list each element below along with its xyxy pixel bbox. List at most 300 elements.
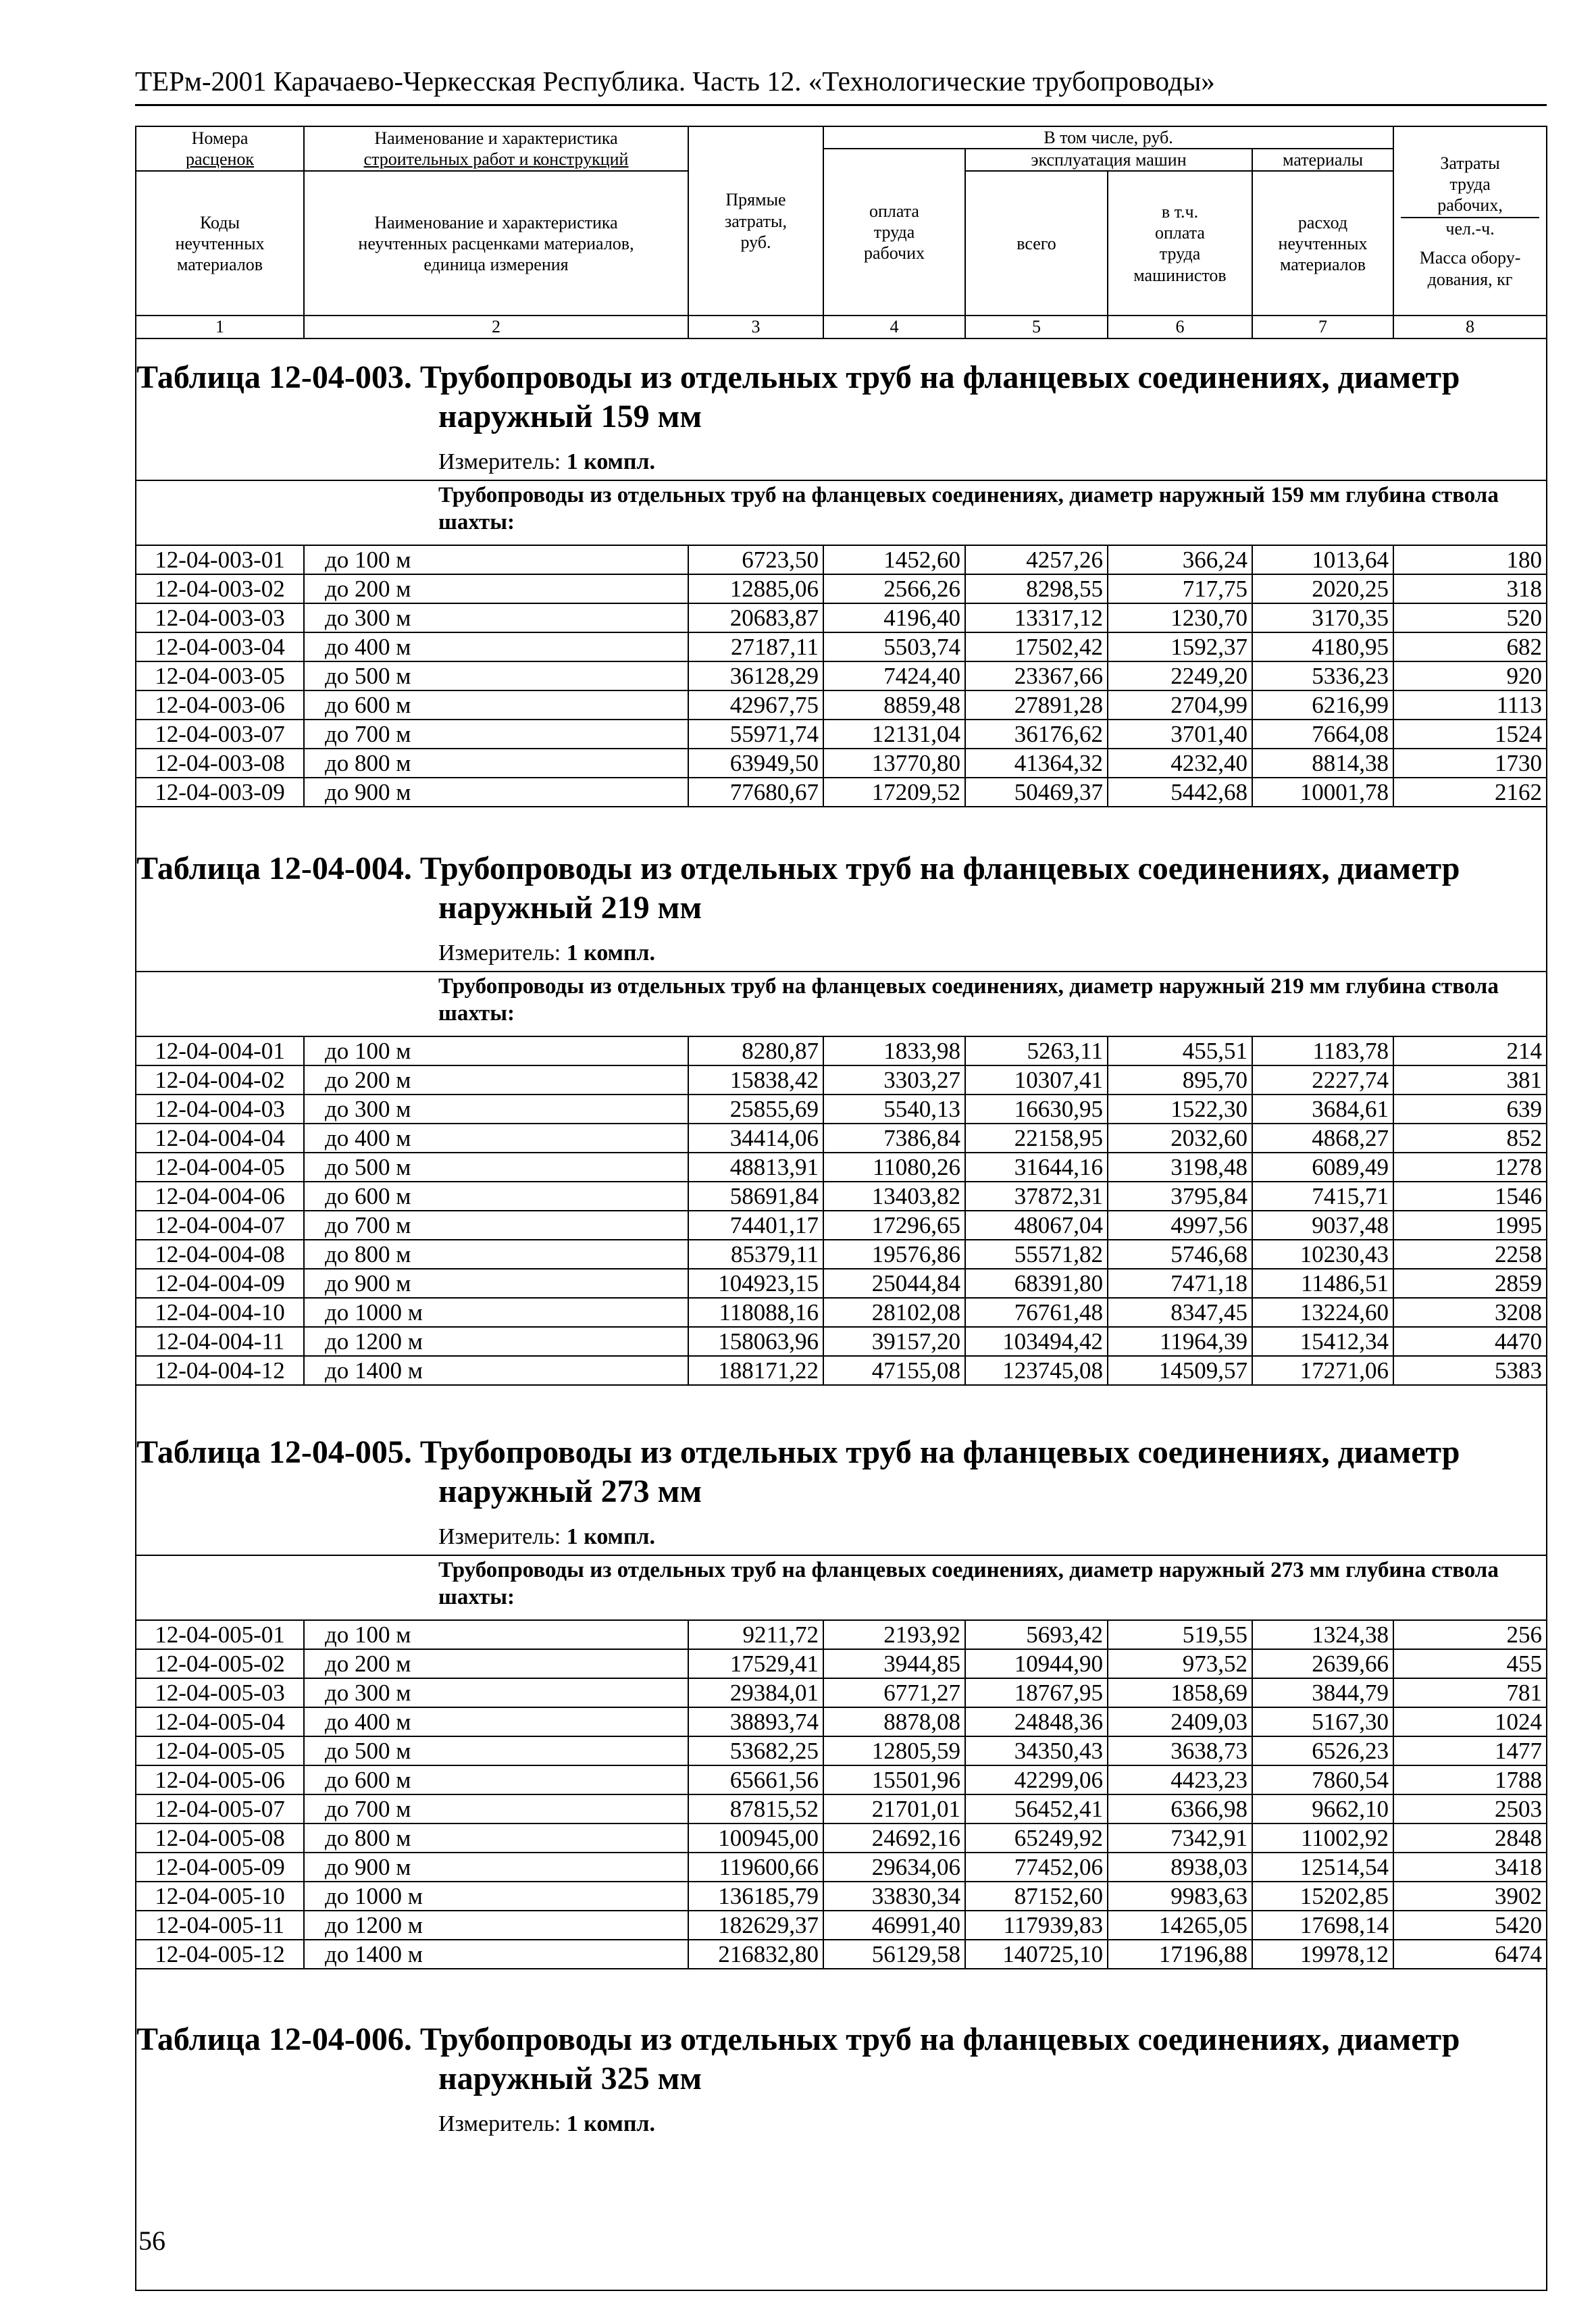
header-labor-1: Затраты — [1440, 153, 1500, 173]
table-row — [136, 1649, 1547, 1678]
rate-code-cell: 12-04-004-10 — [136, 1298, 304, 1327]
work-name-cell: до 200 м — [304, 574, 688, 603]
table-title-line1: Таблица 12-04-004. Трубопроводы из отдельных труб на фланцевых соединениях, диаметр — [136, 851, 1460, 886]
header-direct-3: руб. — [740, 232, 771, 252]
header-cell-direct — [688, 126, 823, 316]
table-row — [136, 1269, 1547, 1298]
direct-cost-cell: 29384,01 — [688, 1678, 823, 1707]
materials-cell: 13224,60 — [1252, 1298, 1393, 1327]
work-name-cell: до 1200 м — [304, 1327, 688, 1356]
labor-cell: 455 — [1393, 1649, 1547, 1678]
machinist-wage-cell: 17196,88 — [1108, 1940, 1252, 1969]
work-name-cell: до 1400 м — [304, 1356, 688, 1385]
direct-cost-cell: 38893,74 — [688, 1707, 823, 1736]
direct-cost-cell: 8280,87 — [688, 1036, 823, 1065]
header-unacc-3: материалов — [1280, 254, 1366, 274]
header-name-1: Наименование и характеристика — [374, 128, 618, 148]
direct-cost-cell: 17529,41 — [688, 1649, 823, 1678]
labor-cell: 318 — [1393, 574, 1547, 603]
rate-code-cell: 12-04-003-03 — [136, 603, 304, 632]
table-description: Трубопроводы из отдельных труб на фланцевых соединениях, диаметр наружный 219 мм глубина ствола шахты: — [438, 974, 1499, 1026]
machines-total-cell: 5263,11 — [965, 1036, 1108, 1065]
direct-cost-cell: 77680,67 — [688, 778, 823, 807]
header-labor-4: чел.-ч. — [1401, 217, 1539, 239]
machines-total-cell: 34350,43 — [965, 1736, 1108, 1765]
wage-cell: 56129,58 — [823, 1940, 965, 1969]
materials-cell: 7664,08 — [1252, 720, 1393, 749]
labor-cell: 5420 — [1393, 1911, 1547, 1940]
table-row — [136, 749, 1547, 778]
table-description: Трубопроводы из отдельных труб на фланцевых соединениях, диаметр наружный 273 мм глубина ствола шахты: — [438, 1558, 1499, 1609]
wage-cell: 5540,13 — [823, 1095, 965, 1124]
work-name-cell: до 400 м — [304, 1124, 688, 1153]
machines-total-cell: 13317,12 — [965, 603, 1108, 632]
machinist-wage-cell: 5442,68 — [1108, 778, 1252, 807]
machines-total-cell: 41364,32 — [965, 749, 1108, 778]
table-row — [136, 1823, 1547, 1853]
wage-cell: 13403,82 — [823, 1182, 965, 1211]
rate-code-cell: 12-04-004-02 — [136, 1065, 304, 1095]
wage-cell: 5503,74 — [823, 632, 965, 661]
header-name-b3: единица измерения — [423, 254, 569, 274]
machines-total-cell: 68391,80 — [965, 1269, 1108, 1298]
rate-code-cell: 12-04-003-08 — [136, 749, 304, 778]
rate-code-cell: 12-04-003-07 — [136, 720, 304, 749]
header-cell-unacc — [1252, 171, 1393, 316]
table-row — [136, 574, 1547, 603]
machinist-wage-cell: 2249,20 — [1108, 661, 1252, 690]
wage-cell: 2193,92 — [823, 1620, 965, 1649]
labor-cell: 2503 — [1393, 1794, 1547, 1823]
header-name-b2: неучтенных расценками материалов, — [358, 233, 634, 253]
machines-total-cell: 117939,83 — [965, 1911, 1108, 1940]
header-nomera-2: расценок — [185, 149, 255, 170]
machines-total-cell: 24848,36 — [965, 1707, 1108, 1736]
header-cell-machines: эксплуатация машин — [965, 149, 1252, 171]
machinist-wage-cell: 11964,39 — [1108, 1327, 1252, 1356]
machines-total-cell: 123745,08 — [965, 1356, 1108, 1385]
header-cell-incl-mach — [1108, 171, 1252, 316]
rate-code-cell: 12-04-005-02 — [136, 1649, 304, 1678]
table-row — [136, 545, 1547, 574]
machinist-wage-cell: 4423,23 — [1108, 1765, 1252, 1794]
materials-cell: 2639,66 — [1252, 1649, 1393, 1678]
direct-cost-cell: 42967,75 — [688, 690, 823, 720]
header-cell-materials: материалы — [1252, 149, 1393, 171]
materials-cell: 11002,92 — [1252, 1823, 1393, 1853]
rate-code-cell: 12-04-005-06 — [136, 1765, 304, 1794]
rates-table — [135, 1036, 1547, 1386]
rate-code-cell: 12-04-004-09 — [136, 1269, 304, 1298]
direct-cost-cell: 118088,16 — [688, 1298, 823, 1327]
work-name-cell: до 500 м — [304, 1153, 688, 1182]
labor-cell: 1024 — [1393, 1707, 1547, 1736]
header-unacc-1: расход — [1297, 212, 1348, 232]
work-name-cell: до 600 м — [304, 1765, 688, 1794]
machinist-wage-cell: 973,52 — [1108, 1649, 1252, 1678]
measure-value: 1 компл. — [566, 449, 656, 474]
table-description: Трубопроводы из отдельных труб на фланцевых соединениях, диаметр наружный 159 мм глубина ствола шахты: — [438, 483, 1499, 534]
direct-cost-cell: 15838,42 — [688, 1065, 823, 1095]
direct-cost-cell: 58691,84 — [688, 1182, 823, 1211]
materials-cell: 4868,27 — [1252, 1124, 1393, 1153]
materials-cell: 19978,12 — [1252, 1940, 1393, 1969]
labor-cell: 682 — [1393, 632, 1547, 661]
direct-cost-cell: 27187,11 — [688, 632, 823, 661]
rate-code-cell: 12-04-003-09 — [136, 778, 304, 807]
table-row — [136, 1095, 1547, 1124]
labor-cell: 1546 — [1393, 1182, 1547, 1211]
table-row — [136, 1211, 1547, 1240]
work-name-cell: до 1000 м — [304, 1882, 688, 1911]
header-name-2: строительных работ и конструкций — [363, 149, 629, 170]
work-name-cell: до 100 м — [304, 545, 688, 574]
machines-total-cell: 48067,04 — [965, 1211, 1108, 1240]
rate-code-cell: 12-04-005-05 — [136, 1736, 304, 1765]
machines-total-cell: 31644,16 — [965, 1153, 1108, 1182]
machines-total-cell: 56452,41 — [965, 1794, 1108, 1823]
header-direct-2: затраты, — [724, 211, 787, 231]
machines-total-cell: 76761,48 — [965, 1298, 1108, 1327]
labor-cell: 1524 — [1393, 720, 1547, 749]
rate-code-cell: 12-04-004-07 — [136, 1211, 304, 1240]
table-row — [136, 1240, 1547, 1269]
labor-cell: 3902 — [1393, 1882, 1547, 1911]
rate-code-cell: 12-04-005-07 — [136, 1794, 304, 1823]
table-row — [136, 1940, 1547, 1969]
machinist-wage-cell: 519,55 — [1108, 1620, 1252, 1649]
work-name-cell: до 1200 м — [304, 1911, 688, 1940]
rate-code-cell: 12-04-005-09 — [136, 1853, 304, 1882]
measure-label: Измеритель: — [438, 2111, 561, 2136]
labor-cell: 2258 — [1393, 1240, 1547, 1269]
wage-cell: 39157,20 — [823, 1327, 965, 1356]
wage-cell: 28102,08 — [823, 1298, 965, 1327]
direct-cost-cell: 104923,15 — [688, 1269, 823, 1298]
materials-cell: 15202,85 — [1252, 1882, 1393, 1911]
machinist-wage-cell: 1592,37 — [1108, 632, 1252, 661]
work-name-cell: до 100 м — [304, 1036, 688, 1065]
machinist-wage-cell: 4997,56 — [1108, 1211, 1252, 1240]
col-number: 7 — [1252, 316, 1393, 338]
machines-total-cell: 103494,42 — [965, 1327, 1108, 1356]
machinist-wage-cell: 1230,70 — [1108, 603, 1252, 632]
machines-total-cell: 27891,28 — [965, 690, 1108, 720]
table-row — [136, 1124, 1547, 1153]
machinist-wage-cell: 5746,68 — [1108, 1240, 1252, 1269]
rate-code-cell: 12-04-004-08 — [136, 1240, 304, 1269]
work-name-cell: до 1400 м — [304, 1940, 688, 1969]
machines-total-cell: 10307,41 — [965, 1065, 1108, 1095]
direct-cost-cell: 53682,25 — [688, 1736, 823, 1765]
materials-cell: 6089,49 — [1252, 1153, 1393, 1182]
labor-cell: 381 — [1393, 1065, 1547, 1095]
materials-cell: 8814,38 — [1252, 749, 1393, 778]
header-cell-name-b — [304, 171, 688, 316]
table-row — [136, 1911, 1547, 1940]
table-title-line2: наружный 159 мм — [438, 399, 702, 434]
header-labor-2: труда — [1449, 174, 1491, 194]
header-mass-1: Масса обору- — [1419, 248, 1521, 268]
labor-cell: 1995 — [1393, 1211, 1547, 1240]
machinist-wage-cell: 1522,30 — [1108, 1095, 1252, 1124]
direct-cost-cell: 36128,29 — [688, 661, 823, 690]
wage-cell: 3944,85 — [823, 1649, 965, 1678]
col-number: 3 — [688, 316, 823, 338]
direct-cost-cell: 85379,11 — [688, 1240, 823, 1269]
wage-cell: 1833,98 — [823, 1036, 965, 1065]
header-cell-total: всего — [965, 171, 1108, 316]
wage-cell: 12131,04 — [823, 720, 965, 749]
direct-cost-cell: 188171,22 — [688, 1356, 823, 1385]
wage-cell: 7386,84 — [823, 1124, 965, 1153]
rate-code-cell: 12-04-005-12 — [136, 1940, 304, 1969]
wage-cell: 3303,27 — [823, 1065, 965, 1095]
header-codes-1: Коды — [200, 212, 240, 232]
rate-code-cell: 12-04-003-06 — [136, 690, 304, 720]
header-incl-mach-1: в т.ч. — [1161, 202, 1199, 222]
labor-cell: 2859 — [1393, 1269, 1547, 1298]
wage-cell: 8859,48 — [823, 690, 965, 720]
direct-cost-cell: 9211,72 — [688, 1620, 823, 1649]
labor-cell: 2162 — [1393, 778, 1547, 807]
direct-cost-cell: 34414,06 — [688, 1124, 823, 1153]
rate-code-cell: 12-04-004-12 — [136, 1356, 304, 1385]
labor-cell: 3418 — [1393, 1853, 1547, 1882]
header-mass-2: дования, кг — [1427, 269, 1513, 289]
rate-code-cell: 12-04-003-01 — [136, 545, 304, 574]
materials-cell: 10230,43 — [1252, 1240, 1393, 1269]
header-name-b1: Наименование и характеристика — [374, 212, 618, 232]
wage-cell: 17209,52 — [823, 778, 965, 807]
direct-cost-cell: 6723,50 — [688, 545, 823, 574]
materials-cell: 7415,71 — [1252, 1182, 1393, 1211]
wage-cell: 15501,96 — [823, 1765, 965, 1794]
labor-cell: 920 — [1393, 661, 1547, 690]
table-row — [136, 1853, 1547, 1882]
work-name-cell: до 700 м — [304, 720, 688, 749]
table-row — [136, 1065, 1547, 1095]
materials-cell: 1324,38 — [1252, 1620, 1393, 1649]
machines-total-cell: 140725,10 — [965, 1940, 1108, 1969]
wage-cell: 2566,26 — [823, 574, 965, 603]
work-name-cell: до 300 м — [304, 603, 688, 632]
materials-cell: 7860,54 — [1252, 1765, 1393, 1794]
wage-cell: 21701,01 — [823, 1794, 965, 1823]
wage-cell: 25044,84 — [823, 1269, 965, 1298]
measure-rule — [135, 480, 1546, 481]
work-name-cell: до 300 м — [304, 1678, 688, 1707]
wage-cell: 19576,86 — [823, 1240, 965, 1269]
direct-cost-cell: 65661,56 — [688, 1765, 823, 1794]
machinist-wage-cell: 9983,63 — [1108, 1882, 1252, 1911]
table-title — [135, 2020, 1546, 2098]
wage-cell: 29634,06 — [823, 1853, 965, 1882]
machines-total-cell: 18767,95 — [965, 1678, 1108, 1707]
machines-total-cell: 22158,95 — [965, 1124, 1108, 1153]
machinist-wage-cell: 2704,99 — [1108, 690, 1252, 720]
labor-cell: 1113 — [1393, 690, 1547, 720]
table-row — [136, 720, 1547, 749]
work-name-cell: до 200 м — [304, 1649, 688, 1678]
measure-label: Измеритель: — [438, 1524, 561, 1549]
machines-total-cell: 16630,95 — [965, 1095, 1108, 1124]
table-title — [135, 1433, 1546, 1511]
table-row — [136, 1794, 1547, 1823]
work-name-cell: до 400 м — [304, 632, 688, 661]
measure — [438, 2111, 655, 2137]
machinist-wage-cell: 3795,84 — [1108, 1182, 1252, 1211]
rate-code-cell: 12-04-005-01 — [136, 1620, 304, 1649]
work-name-cell: до 900 м — [304, 778, 688, 807]
machines-total-cell: 87152,60 — [965, 1882, 1108, 1911]
work-name-cell: до 500 м — [304, 661, 688, 690]
materials-cell: 9037,48 — [1252, 1211, 1393, 1240]
rate-code-cell: 12-04-004-04 — [136, 1124, 304, 1153]
machines-total-cell: 42299,06 — [965, 1765, 1108, 1794]
header-cell-incl: В том числе, руб. — [823, 126, 1393, 149]
work-name-cell: до 800 м — [304, 1240, 688, 1269]
materials-cell: 17271,06 — [1252, 1356, 1393, 1385]
column-header-table — [135, 126, 1547, 339]
rate-code-cell: 12-04-003-04 — [136, 632, 304, 661]
direct-cost-cell: 100945,00 — [688, 1823, 823, 1853]
header-cell-wage — [823, 149, 965, 316]
rate-code-cell: 12-04-003-02 — [136, 574, 304, 603]
direct-cost-cell: 48813,91 — [688, 1153, 823, 1182]
col-number: 6 — [1108, 316, 1252, 338]
machinist-wage-cell: 2032,60 — [1108, 1124, 1252, 1153]
table-row — [136, 1182, 1547, 1211]
col-number: 8 — [1393, 316, 1547, 338]
work-name-cell: до 700 м — [304, 1794, 688, 1823]
work-name-cell: до 800 м — [304, 749, 688, 778]
rate-code-cell: 12-04-005-08 — [136, 1823, 304, 1853]
col-number: 5 — [965, 316, 1108, 338]
machines-total-cell: 50469,37 — [965, 778, 1108, 807]
rate-code-cell: 12-04-005-03 — [136, 1678, 304, 1707]
direct-cost-cell: 74401,17 — [688, 1211, 823, 1240]
col-number: 2 — [304, 316, 688, 338]
table-row — [136, 603, 1547, 632]
machinist-wage-cell: 366,24 — [1108, 545, 1252, 574]
labor-cell: 3208 — [1393, 1298, 1547, 1327]
page-number: 56 — [138, 2225, 165, 2256]
header-cell-codes — [136, 171, 304, 316]
rate-code-cell: 12-04-004-03 — [136, 1095, 304, 1124]
labor-cell: 6474 — [1393, 1940, 1547, 1969]
header-codes-3: материалов — [177, 254, 263, 274]
rate-code-cell: 12-04-003-05 — [136, 661, 304, 690]
work-name-cell: до 800 м — [304, 1823, 688, 1853]
table-row — [136, 1036, 1547, 1065]
measure-value: 1 компл. — [566, 1524, 656, 1549]
machines-total-cell: 65249,92 — [965, 1823, 1108, 1853]
labor-cell: 2848 — [1393, 1823, 1547, 1853]
measure-rule — [135, 971, 1546, 972]
work-name-cell: до 400 м — [304, 1707, 688, 1736]
wage-cell: 24692,16 — [823, 1823, 965, 1853]
machines-total-cell: 55571,82 — [965, 1240, 1108, 1269]
header-codes-2: неучтенных — [175, 233, 265, 253]
table-row — [136, 690, 1547, 720]
materials-cell: 9662,10 — [1252, 1794, 1393, 1823]
work-name-cell: до 100 м — [304, 1620, 688, 1649]
table-title-line1: Таблица 12-04-003. Трубопроводы из отдельных труб на фланцевых соединениях, диаметр — [136, 359, 1460, 395]
work-name-cell: до 300 м — [304, 1095, 688, 1124]
rate-code-cell: 12-04-004-05 — [136, 1153, 304, 1182]
labor-cell: 4470 — [1393, 1327, 1547, 1356]
machinist-wage-cell: 3701,40 — [1108, 720, 1252, 749]
table-row — [136, 778, 1547, 807]
work-name-cell: до 600 м — [304, 690, 688, 720]
machinist-wage-cell: 2409,03 — [1108, 1707, 1252, 1736]
header-incl-mach-3: труда — [1159, 244, 1201, 264]
labor-cell: 1788 — [1393, 1765, 1547, 1794]
materials-cell: 2020,25 — [1252, 574, 1393, 603]
wage-cell: 6771,27 — [823, 1678, 965, 1707]
wage-cell: 13770,80 — [823, 749, 965, 778]
table-title-line2: наружный 273 мм — [438, 1474, 702, 1509]
work-name-cell: до 900 м — [304, 1269, 688, 1298]
labor-cell: 214 — [1393, 1036, 1547, 1065]
materials-cell: 6526,23 — [1252, 1736, 1393, 1765]
machines-total-cell: 37872,31 — [965, 1182, 1108, 1211]
materials-cell: 10001,78 — [1252, 778, 1393, 807]
work-name-cell: до 700 м — [304, 1211, 688, 1240]
direct-cost-cell: 136185,79 — [688, 1882, 823, 1911]
machinist-wage-cell: 8347,45 — [1108, 1298, 1252, 1327]
direct-cost-cell: 20683,87 — [688, 603, 823, 632]
wage-cell: 17296,65 — [823, 1211, 965, 1240]
labor-cell: 1730 — [1393, 749, 1547, 778]
machinist-wage-cell: 1858,69 — [1108, 1678, 1252, 1707]
measure-rule — [135, 1555, 1546, 1556]
wage-cell: 33830,34 — [823, 1882, 965, 1911]
labor-cell: 852 — [1393, 1124, 1547, 1153]
wage-cell: 8878,08 — [823, 1707, 965, 1736]
machinist-wage-cell: 7471,18 — [1108, 1269, 1252, 1298]
rate-code-cell: 12-04-005-04 — [136, 1707, 304, 1736]
materials-cell: 6216,99 — [1252, 690, 1393, 720]
header-incl-mach-4: машинистов — [1133, 265, 1227, 285]
measure — [438, 1524, 655, 1550]
machinist-wage-cell: 717,75 — [1108, 574, 1252, 603]
header-incl-mach-2: оплата — [1155, 223, 1205, 243]
direct-cost-cell: 182629,37 — [688, 1911, 823, 1940]
header-nomera-1: Номера — [191, 128, 249, 148]
measure-value: 1 компл. — [566, 940, 656, 965]
materials-cell: 3684,61 — [1252, 1095, 1393, 1124]
rate-code-cell: 12-04-004-06 — [136, 1182, 304, 1211]
machinist-wage-cell: 455,51 — [1108, 1036, 1252, 1065]
header-wage-1: оплата — [869, 201, 919, 221]
machinist-wage-cell: 3198,48 — [1108, 1153, 1252, 1182]
work-name-cell: до 200 м — [304, 1065, 688, 1095]
work-name-cell: до 600 м — [304, 1182, 688, 1211]
labor-cell: 781 — [1393, 1678, 1547, 1707]
rate-code-cell: 12-04-005-11 — [136, 1911, 304, 1940]
work-name-cell: до 900 м — [304, 1853, 688, 1882]
running-title: ТЕРм-2001 Карачаево-Черкесская Республика. Часть 12. «Технологические трубопроводы» — [135, 66, 1215, 97]
table-title — [135, 358, 1546, 436]
labor-cell: 520 — [1393, 603, 1547, 632]
labor-cell: 180 — [1393, 545, 1547, 574]
wage-cell: 46991,40 — [823, 1911, 965, 1940]
measure — [438, 940, 655, 966]
table-row — [136, 1882, 1547, 1911]
table-row — [136, 1736, 1547, 1765]
